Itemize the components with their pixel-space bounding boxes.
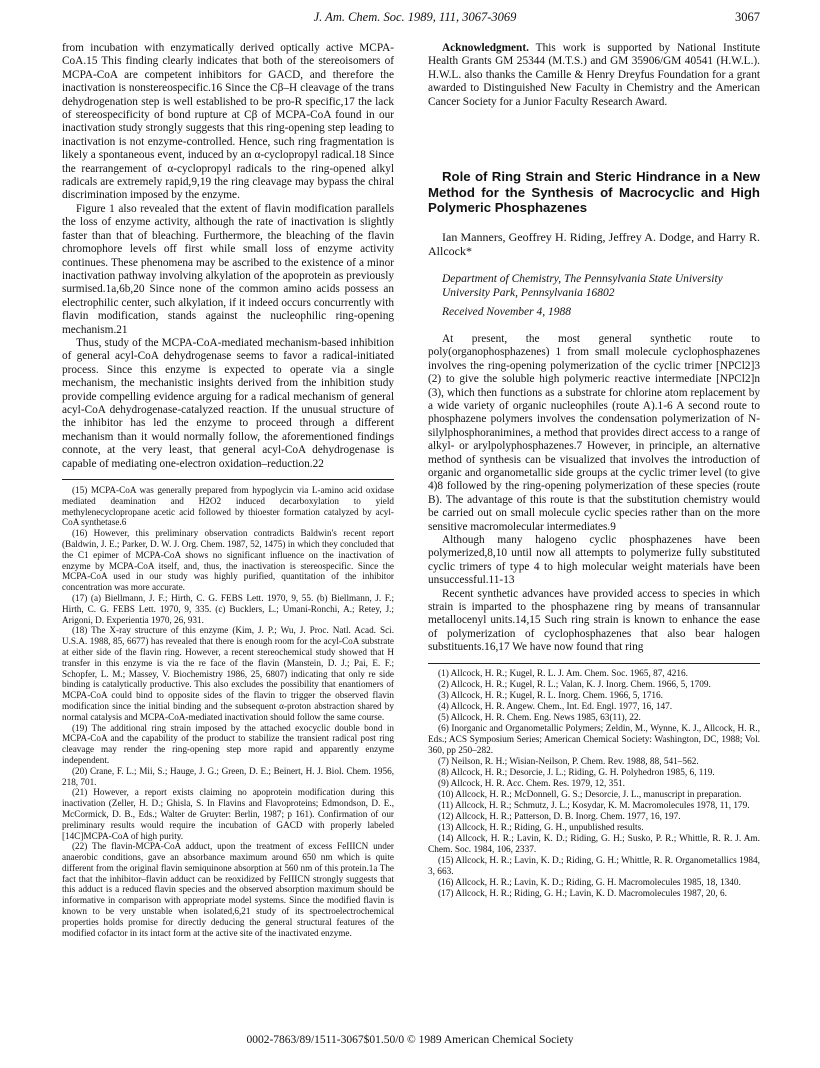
footnote: (19) The additional ring strain imposed by the attached exocyclic double bond in MCPA-CoA and the capability of the product to stabilize the transient radical post ring cleavage may render the ring-opening step more rapid and apparently enzyme independent. [62,722,394,765]
footnote: (21) However, a report exists claiming no apoprotein modification during this inactivation (Zeller, H. D.; Ghisla, S. In Flavins and Flavoproteins; Edmondson, D. E., McCormick, D. B., Eds.; Walter de Gruyter: Berlin, 1987; p 161). Confirmation of our preliminary results would require the incubation of GACD with properly labeled [14C]MCPA-CoA of high purity. [62,787,394,841]
acknowledgment [428,42,760,109]
footnotes [62,485,394,938]
references [428,669,760,900]
footnote: (20) Crane, F. L.; Mii, S.; Hauge, J. G.; Green, D. E.; Beinert, H. J. Biol. Chem. 1956, 218, 701. [62,765,394,787]
reference: (5) Allcock, H. R. Chem. Eng. News 1985, 63(11), 22. [438,712,641,723]
affiliation-line: Department of Chemistry, The Pennsylvania State University [442,272,723,285]
left-column [62,42,394,938]
reference: (1) Allcock, H. R.; Kugel, R. L. J. Am. Chem. Soc. 1965, 87, 4216. [438,668,688,679]
acknowledgment-label: Acknowledgment. [442,42,529,54]
reference: (6) Inorganic and Organometallic Polymers; Zeldin, M., Wynne, K. J., Allcock, H. R., Eds.; ACS Symposium Series; American Chemical Society: Washington, DC, 1988; Vol. 360, pp 250–282. [428,723,760,756]
page-number: 3067 [735,10,760,24]
body-paragraph: Thus, study of the MCPA-CoA-mediated mechanism-based inhibition of general acyl-CoA dehydrogenase seems to favor a radical-initiated process. Since this enzyme is expected to operate via a single mechanism, the mechanistic insights derived from the inhibition study provide compelling evidence arguing for a radical mechanism of general acyl-CoA dehydrogenase-catalyzed reaction. If the unusual structure of the inhibitor has led the enzyme to proceed through a different mechanism than it would normally follow, the aforementioned findings connote, at the very least, that general acyl-CoA dehydrogenase is capable of mediating one-electron oxidation–reduction.22 [62,336,394,470]
reference: (13) Allcock, H. R.; Riding, G. H., unpublished results. [438,822,644,833]
body-paragraph: Although many halogeno cyclic phosphazenes have been polymerized,8,10 until now all attempts to polymerize fully substituted cyclic trimers of type 4 to high molecular weight materials have been unsuccessful.11-13 [428,534,760,587]
acknowledgment-text: This work is supported by National Institute Health Grants GM 25344 (M.T.S.) and GM 35906/GM 40541 (H.W.L.). H.W.L. also thanks the Camille & Henry Dreyfus Foundation for a grant awarded to Distinguished New Faculty in Chemistry and the American Cancer Society for a Junior Faculty Research Award. [428,42,760,108]
footnote: (16) However, this preliminary observation contradicts Baldwin's recent report (Baldwin, J. E.; Parker, D. W. J. Org. Chem. 1987, 52, 1475) in which they concluded that the C1 epimer of MCPA-CoA shows no significant influence on the inactivation of enzyme by MCPA-CoA itself, and, thus, the inactivation is stereospecific. Since the MCPA-CoA used in our study was highly purified, quantitation of the inhibitor concentration was more accurate. [62,528,394,593]
received-date: Received November 4, 1988 [442,305,572,318]
footnote: (22) The flavin-MCPA-CoA adduct, upon the treatment of excess FeIIICN under anaerobic conditions, gave an absorbance maximum around 650 nm which is quite different from the original flavin semiquinone absorption at 560 nm of this protein.1a The fact that the inhibitor–flavin adduct can be reoxidized by FeIIICN strongly suggests that this adduct is a reduced flavin species and the observed absorption maximum should be informative in comparison with appropriate model systems. Since the modified flavin is known to be very unstable when isolated,6,21 study of its spectroelectrochemical properties holds promise for directly deducing the general structural features of the modified cofactor in its intact form at the active site of the inactivated enzyme. [62,841,394,938]
reference: (8) Allcock, H. R.; Desorcie, J. L.; Riding, G. H. Polyhedron 1985, 6, 119. [438,767,715,778]
reference: (17) Allcock, H. R.; Riding, G. H.; Lavin, K. D. Macromolecules 1987, 20, 6. [438,888,727,899]
reference: (7) Neilson, R. H.; Wisian-Neilson, P. Chem. Rev. 1988, 88, 541–562. [438,756,699,767]
right-column [428,42,760,900]
references-divider [428,663,760,664]
journal-citation: J. Am. Chem. Soc. 1989, 111, 3067-3069 [313,10,517,24]
page-footer: 0002-7863/89/1511-3067$01.50/0 © 1989 American Chemical Society [246,1034,574,1046]
body-paragraph: Recent synthetic advances have provided access to species in which strain is imparted to the phosphazene ring by means of transannular metallocenyl units.14,15 Such ring strain is known to enhance the ease of polymerization of cyclophosphazenes that also bear halogen substituents.16,17 We have now found that ring [428,587,760,654]
footnote: (18) The X-ray structure of this enzyme (Kim, J. P.; Wu, J. Proc. Natl. Acad. Sci. U.S.A. 1988, 85, 6677) has revealed that there is enough room for the acyl-CoA substrate at either side of the flavin ring. However, a recent stereochemical study showed that H transfer in this enzyme is via the re face of the flavin (Manstein, D. J.; Pai, E. F.; Schopfer, L. M.; Massey, V. Biochemistry 1986, 25, 6807) indicating that only re side binding is catalytically productive. This also excludes the possibility that enantiomers of MCPA-CoA could bind to opposite sides of the flavin to trigger the observed flavin modification since the initial binding and the subsequent α-proton abstraction shared by normal catalysis and MCPA-CoA-mediated inactivation should follow the same course. [62,625,394,722]
authors: Ian Manners, Geoffrey H. Riding, Jeffrey A. Dodge, and Harry R. Allcock* [428,229,760,258]
body-paragraph: At present, the most general synthetic route to poly(organophosphazenes) 1 from small molecule cyclophosphazenes involves the ring-opening polymerization of the cyclic trimer [NPCl2]3 (2) to give the soluble high polymeric reactive intermediate [NPCl2]n (3), which then functions as a substrate for chlorine atom replacement by a wide variety of organic nucleophiles (route A).1-6 A second route to phosphazene polymers involves the condensation polymerization of N-silylphosphoranimines, a method that provides direct access to a range of alkyl- or arylpolyphosphazenes.7 However, in principle, an alternative method of synthesis can be visualized that involves the introduction of organic and organometallic side groups at the cyclic trimer level (to give 4)8 followed by the ring-opening polymerization of these species (route B). The advantage of this route is that the substitution chemistry would be carried out on small molecule cyclic species rather than on the more sensitive macromolecular intermediates.9 [428,332,760,533]
body-paragraph: Figure 1 also revealed that the extent of flavin modification parallels the loss of enzyme activity, although the rate of inactivation is slightly faster than that of bleaching. Furthermore, the bleaching of the flavin chromophore levels off first while small loss of enzyme activity continues. These phenomena may be ascribed to the existence of a minor inactivation pathway involving alkylation of the apoprotein as previously surmised.1a,6b,20 Since none of the common amino acids possess an electrophilic center, such alkylation, if it indeed occurs concurrently with flavin modification, stands against the nucleophilic ring-opening mechanism.21 [62,202,394,336]
reference: (14) Allcock, H. R.; Lavin, K. D.; Riding, G. H.; Susko, P. R.; Whittle, R. R. J. Am. Chem. Soc. 1984, 106, 2337. [428,833,760,855]
reference: (11) Allcock, H. R.; Schmutz, J. L.; Kosydar, K. M. Macromolecules 1978, 11, 179. [438,800,750,811]
reference: (9) Allcock, H. R. Acc. Chem. Res. 1979, 12, 351. [438,778,625,789]
reference: (2) Allcock, H. R.; Kugel, R. L.; Valan, K. J. Inorg. Chem. 1966, 5, 1709. [438,679,711,690]
reference: (10) Allcock, H. R.; McDonnell, G. S.; Desorcie, J. L., manuscript in preparation. [438,789,742,800]
reference: (4) Allcock, H. R. Angew. Chem., Int. Ed. Engl. 1977, 16, 147. [438,701,673,712]
reference: (3) Allcock, H. R.; Kugel, R. L. Inorg. Chem. 1966, 5, 1716. [438,690,663,701]
reference: (12) Allcock, H. R.; Patterson, D. B. Inorg. Chem. 1977, 16, 197. [438,811,681,822]
footnote-divider [62,479,394,480]
footnote: (17) (a) Biellmann, J. F.; Hirth, C. G. FEBS Lett. 1970, 9, 55. (b) Biellmann, J. F.; Hirth, C. G. FEBS Lett. 1970, 9, 335. (c) Bucklers, L.; Umani-Ronchi, A.; Retey, J.; Arigoni, D. Experientia 1970, 26, 931. [62,592,394,625]
reference: (16) Allcock, H. R.; Lavin, K. D.; Riding, G. H. Macromolecules 1985, 18, 1340. [438,877,741,888]
footnote: (15) MCPA-CoA was generally prepared from hypoglycin via L-amino acid oxidase mediated deamination and H2O2 induced decarboxylation to yield methylenecyclopropane acetic acid followed by thioester formation catalyzed by acyl-CoA synthetase.6 [62,485,394,528]
body-paragraph: from incubation with enzymatically derived optically active MCPA-CoA.15 This finding clearly indicates that both of the stereoisomers of MCPA-CoA are competent inhibitors for GACD, and therefore the inactivation is nonstereospecific.16 Since the Cβ–H cleavage of the trans dehydrogenation step is well established to be pro-R specific,17 the lack of stereospecificity of bond rupture at Cβ of MCPA-CoA found in our inactivation study strongly suggests that this ring-opening step leading to inactivation is not enzyme-controlled. Hence, such ring fragmentation is likely a spontaneous event, induced by an α-cyclopropyl radical.18 Since the rearrangement of α-cyclopropyl radicals to the ring-opened alkyl radicals are extremely rapid,9,19 the ring cleavage may bypass the chiral discrimination imposed by the enzyme. [62,42,394,202]
reference: (15) Allcock, H. R.; Lavin, K. D.; Riding, G. H.; Whittle, R. R. Organometallics 1984, 3, 663. [428,855,760,877]
affiliation-line: University Park, Pennsylvania 16802 [442,286,615,299]
running-header [70,10,760,28]
article-title: Role of Ring Strain and Steric Hindrance in a New Method for the Synthesis of Macrocyclic and High Polymeric Phosphazenes [428,169,760,216]
